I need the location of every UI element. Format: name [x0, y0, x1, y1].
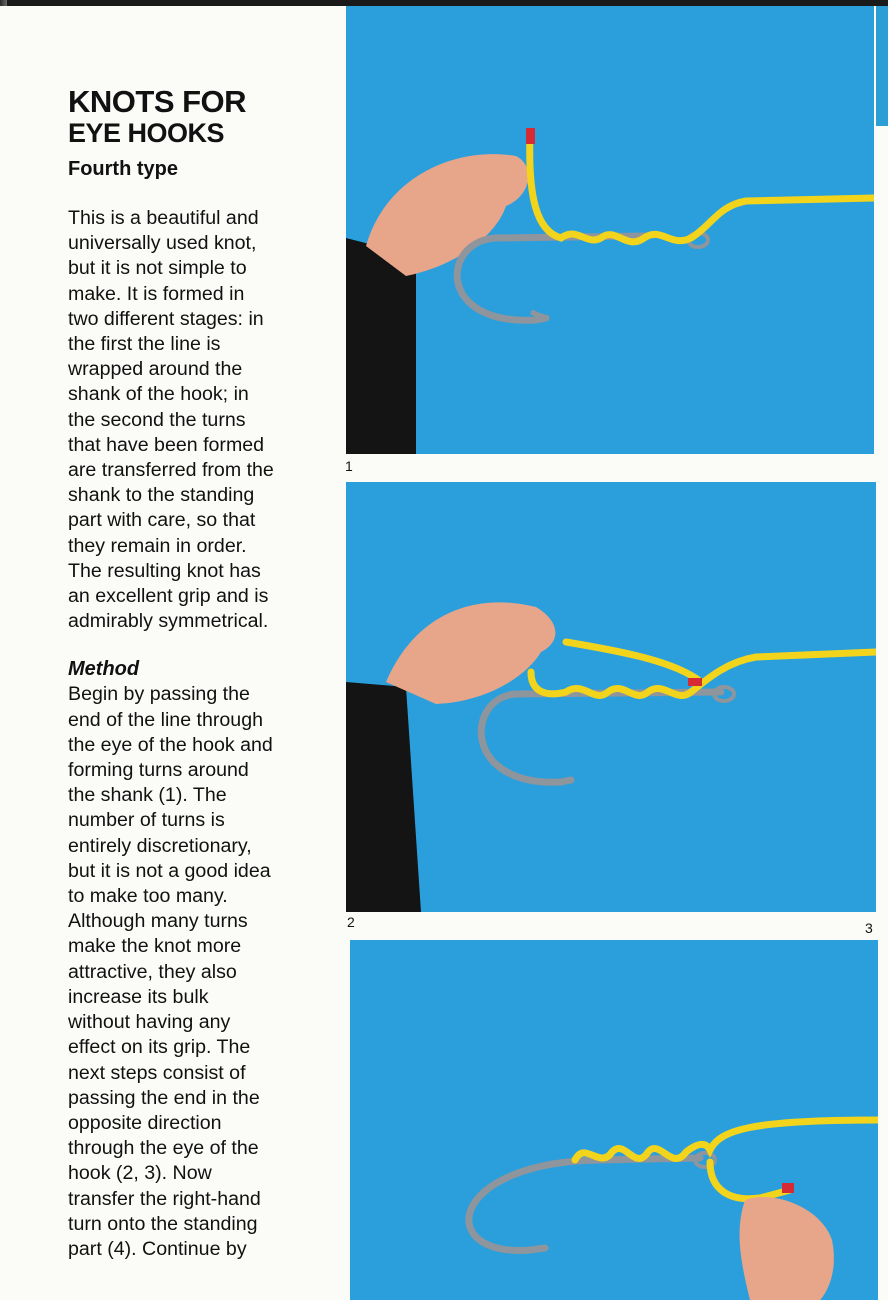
knot-step-3-illustration	[350, 940, 878, 1300]
book-page	[0, 6, 888, 1300]
title-line-1: KNOTS FOR	[68, 84, 247, 119]
line-tip-shape	[782, 1183, 794, 1193]
title-line-2: EYE HOOKS	[68, 118, 225, 148]
text-column	[68, 86, 338, 1262]
knot-step-1-illustration	[346, 6, 874, 454]
line-tip-shape	[526, 128, 535, 144]
figure-photo-2	[346, 482, 876, 912]
figure-photo-1	[346, 6, 874, 454]
knot-step-2-illustration	[346, 482, 876, 912]
figure-label-3: 3	[865, 920, 873, 936]
figure-photo-3	[350, 940, 878, 1300]
line-tip-shape	[688, 678, 702, 686]
method-paragraph: Begin by passing the end of the line through the eye of the hook and forming turns around the shank (1). The number of turns is entirely discretionary, but it is not a good idea to make too many. Although many turns make the knot more attractive, they also increase its bulk without having any effect on its grip. The next steps consist of passing the end in the opposite direction through the eye of the hook (2, 3). Now transfer the right-hand turn onto the standing part (4). Continue by	[68, 683, 273, 1260]
subtitle: Fourth type	[68, 158, 178, 180]
figure-label-1: 1	[345, 458, 353, 474]
adjacent-page-edge	[876, 6, 888, 126]
page-title	[68, 86, 338, 148]
method-heading: Method	[68, 658, 140, 681]
figure-label-2: 2	[347, 914, 355, 930]
intro-paragraph: This is a beautiful and universally used knot, but it is not simple to make. It is formed in two different stages: in the first the line is wrapped around the shank of the hook; in the second the turns that have been formed are transferred from the shank to the standing part with care, so that they remain in order. The resulting knot has an excellent grip and is admirably symmetrical.	[68, 207, 274, 633]
